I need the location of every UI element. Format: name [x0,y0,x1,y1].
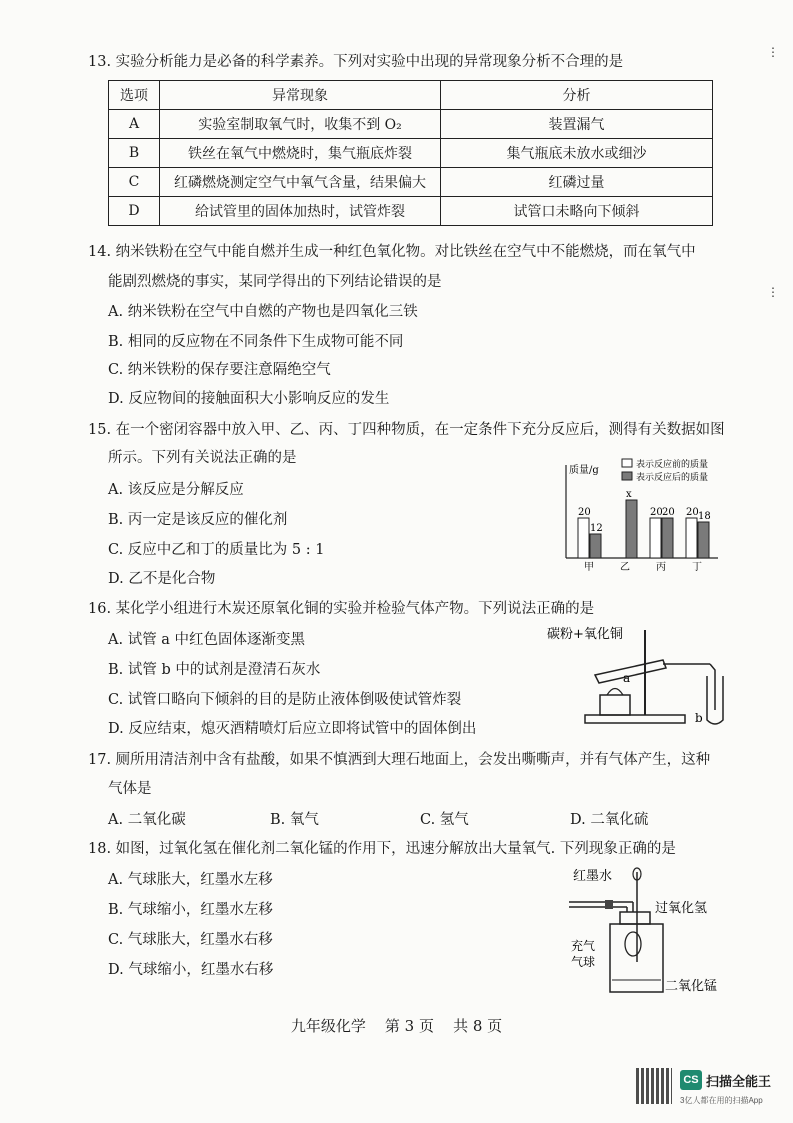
q16-apparatus-figure [545,620,735,735]
q15-bar-chart [548,455,738,580]
q18-stem: 18. 如图，过氧化氢在催化剂二氧化锰的作用下，迅速分解放出大量氧气. 下列现象正确的是 [88,841,676,857]
balloon [625,932,641,956]
data-label-after: 12 [590,523,603,534]
q17-option-d: D. 二氧化硫 [570,812,649,828]
q18-label-balloon1: 充气 [571,939,596,953]
flame [607,689,623,696]
scanner-tagline: 3亿人都在用的扫描App [680,1096,763,1105]
category-label: 甲 [584,562,594,573]
q16-option-b: B. 试管 b 中的试剂是澄清石灰水 [108,662,321,678]
q18-label-peroxide: 过氧化氢 [655,901,708,916]
table-row [109,168,713,197]
table-cell: B [109,139,160,168]
q15-line2: 所示。下列有关说法正确的是 [108,450,297,466]
table-cell: 铁丝在氧气中燃烧时，集气瓶底炸裂 [160,139,441,168]
cs-logo-icon: CS [680,1070,702,1090]
table-cell: A [109,110,160,139]
data-label-after: 18 [698,511,711,522]
q18-label-mno2: 二氧化锰 [665,979,718,994]
bar-before-甲 [578,518,589,558]
legend-swatch [622,472,632,480]
bar-after-甲 [590,534,601,558]
scanner-name: 扫描全能王 [706,1074,772,1089]
margin-dots: ⋮ [767,45,779,59]
table-header: 异常现象 [160,81,441,110]
q18-label-balloon2: 气球 [571,955,596,969]
ink-drop [605,900,613,909]
q16-label-a: a [623,671,631,685]
q14-option-b: B. 相同的反应物在不同条件下生成物可能不同 [108,334,404,350]
bar-after-丙 [662,518,673,558]
q18-option-a: A. 气球胀大，红墨水左移 [108,872,273,888]
q14-option-d: D. 反应物间的接触面积大小影响反应的发生 [108,391,390,407]
q16-label-b: b [695,711,703,725]
q15-option-a: A. 该反应是分解反应 [108,482,244,498]
test-tube-a [595,660,666,683]
table-cell: 实验室制取氧气时，收集不到 O₂ [160,110,441,139]
table-cell: C [109,168,160,197]
bar-before-丁 [686,518,697,558]
margin-dots: ⋮ [767,285,779,299]
page-footer: 九年级化学 第 3 页 共 8 页 [290,1017,503,1035]
data-label-after: x [626,489,632,500]
q17-line2: 气体是 [108,781,152,797]
q15-option-d: D. 乙不是化合物 [108,571,216,587]
y-axis-label: 质量/g [569,465,599,476]
q14-line1: 14. 纳米铁粉在空气中能自燃并生成一种红色氧化物。对比铁丝在空气中不能燃烧，而在氧气中 [88,244,696,260]
q16-option-a: A. 试管 a 中红色固体逐渐变黑 [108,632,306,648]
q14-line2: 能剧烈燃烧的事实，某同学得出的下列结论错误的是 [108,274,442,290]
q15-option-c: C. 反应中乙和丁的质量比为 5 : 1 [108,542,325,558]
stand-base [585,715,685,723]
table-row [109,110,713,139]
bar-before-丙 [650,518,661,558]
q17-option-c: C. 氢气 [420,812,469,828]
q14-option-c: C. 纳米铁粉的保存要注意隔绝空气 [108,362,331,378]
q17-line1: 17. 厕所用清洁剂中含有盐酸，如果不慎洒到大理石地面上，会发出嘶嘶声，并有气体产生，这种 [88,752,711,768]
table-cell: D [109,197,160,226]
q16-stem: 16. 某化学小组进行木炭还原氧化铜的实验并检验气体产物。下列说法正确的是 [88,601,595,617]
category-label: 乙 [620,562,630,573]
qr-code-icon [636,1068,672,1104]
q18-option-b: B. 气球缩小，红墨水左移 [108,902,273,918]
table-header: 选项 [109,81,160,110]
stopper [620,912,650,924]
table-cell: 红磷燃烧测定空气中氧气含量，结果偏大 [160,168,441,197]
data-label-before: 20 [578,507,591,518]
data-label-before: 20 [686,507,699,518]
table-header: 分析 [441,81,713,110]
table-cell: 红磷过量 [441,168,713,197]
q18-option-c: C. 气球胀大，红墨水右移 [108,932,273,948]
q18-option-d: D. 气球缩小，红墨水右移 [108,962,274,978]
table-row [109,197,713,226]
data-label-after: 20 [662,507,675,518]
table-cell: 集气瓶底未放水或细沙 [441,139,713,168]
table-row [109,139,713,168]
table-header-row [109,81,713,110]
tube-elbow [627,902,633,912]
table-cell: 试管口未略向下倾斜 [441,197,713,226]
q13-stem: 13. 实验分析能力是必备的科学素养。下列对实验中出现的异常现象分析不合理的是 [88,54,624,70]
bar-after-乙 [626,500,637,558]
q15-line1: 15. 在一个密闭容器中放入甲、乙、丙、丁四种物质，在一定条件下充分反应后，测得有关数据如图 [88,422,725,438]
q14-option-a: A. 纳米铁粉在空气中自燃的产物也是四氧化三铁 [108,304,418,320]
q17-option-b: B. 氧气 [270,812,319,828]
q16-label-top: 碳粉+氧化铜 [547,627,623,642]
legend-label: 表示反应后的质量 [636,473,709,483]
q18-label-ink: 红墨水 [573,869,613,884]
q16-option-c: C. 试管口略向下倾斜的目的是防止液体倒吸使试管炸裂 [108,692,462,708]
table-cell: 给试管里的固体加热时，试管炸裂 [160,197,441,226]
legend-label: 表示反应前的质量 [636,460,709,470]
spirit-lamp [600,695,630,715]
delivery-tube-down [710,664,715,710]
q18-apparatus-figure [565,862,740,997]
category-label: 丁 [692,562,702,573]
q16-option-d: D. 反应结束，熄灭酒精喷灯后应立即将试管中的固体倒出 [108,721,477,737]
q15-option-b: B. 丙一定是该反应的催化剂 [108,512,288,528]
q17-option-a: A. 二氧化碳 [108,812,186,828]
category-label: 丙 [656,562,666,573]
data-label-before: 20 [650,507,663,518]
legend-swatch [622,459,632,467]
q13-table [108,80,713,226]
table-cell: 装置漏气 [441,110,713,139]
bar-after-丁 [698,522,709,558]
